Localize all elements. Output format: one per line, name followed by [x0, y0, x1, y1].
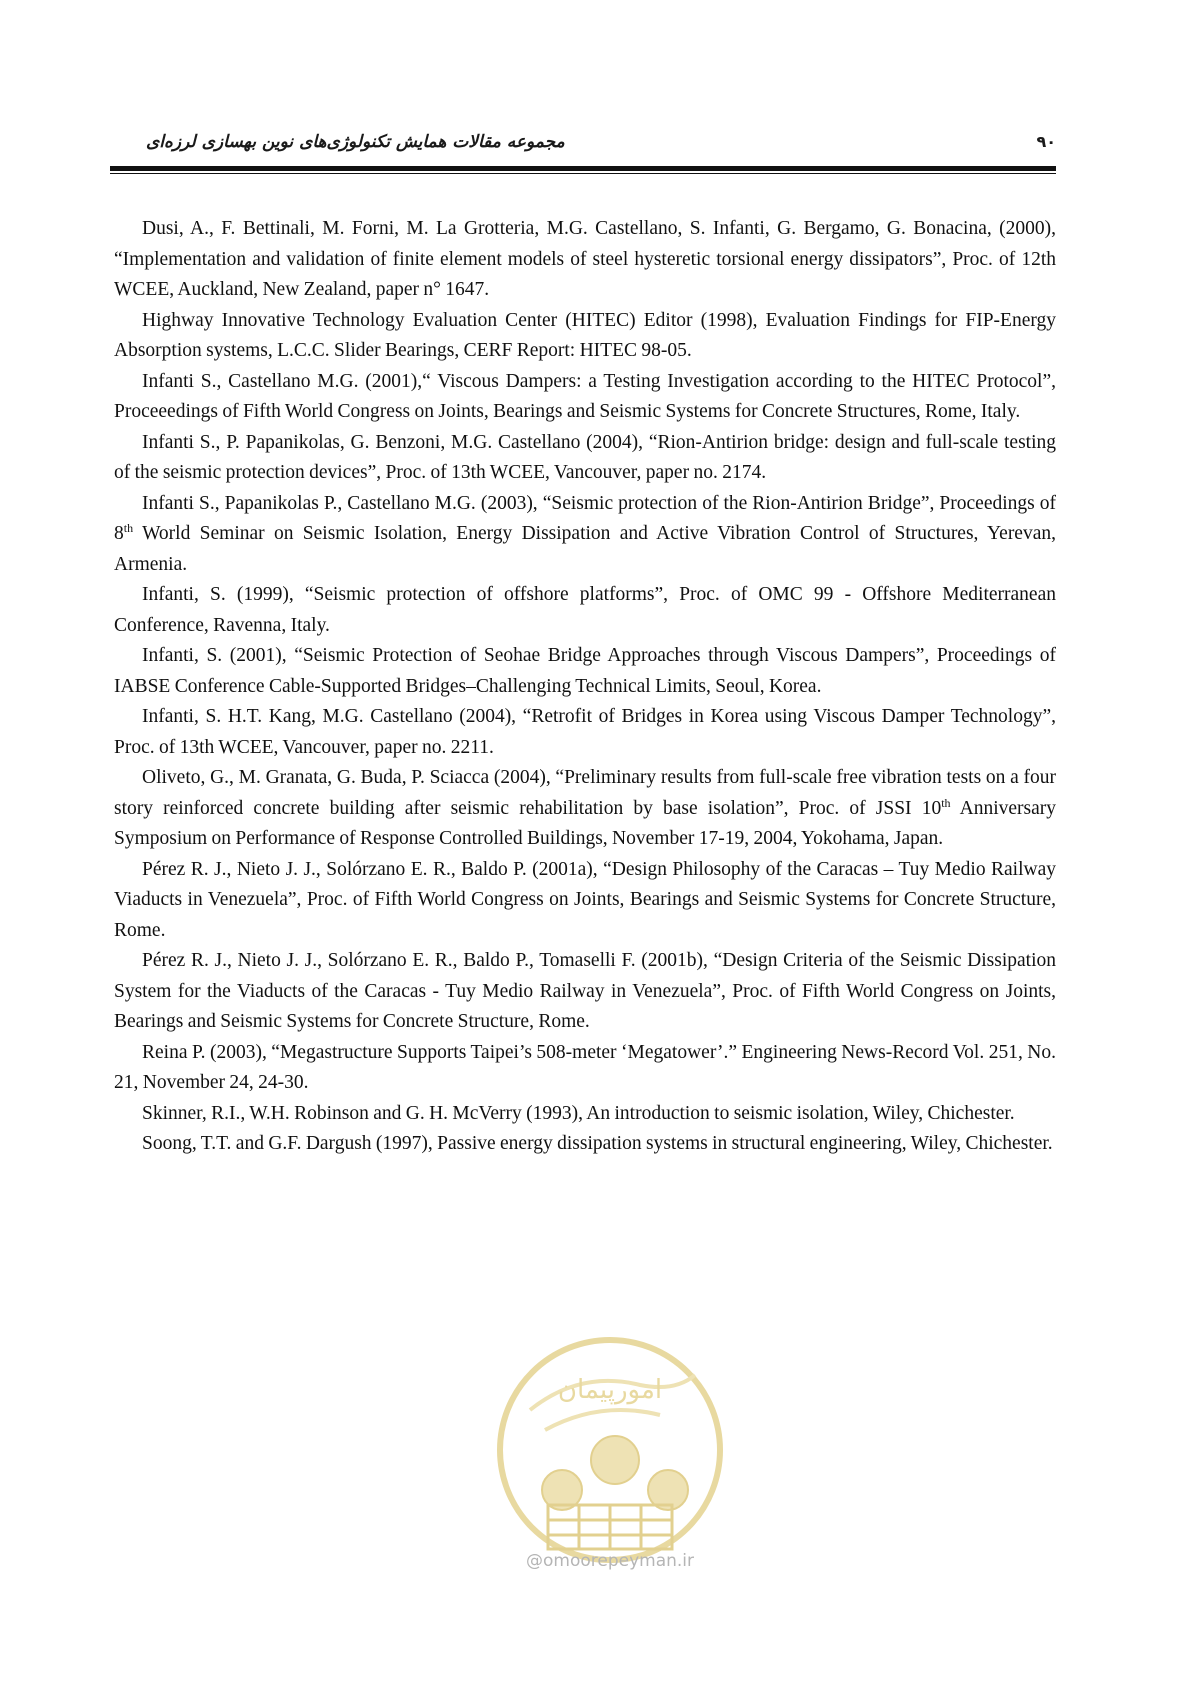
reference-item: Highway Innovative Technology Evaluation Center (HITEC) Editor (1998), Evaluation Findings for FIP-Energy Absorption systems, L.C.C. Slider Bearings, CERF Report: HITEC 98-05. — [114, 309, 1056, 361]
reference-item: Pérez R. J., Nieto J. J., Solórzano E. R., Baldo P., Tomaselli F. (2001b), “Design Criteria of the Seismic Dissipation System for the Viaducts of the Caracas - Tuy Medio Railway in Venezuela”, Proc. of Fifth World Congress on Joints, Bearings and Seismic Systems for Concrete Structure, Rome. — [114, 950, 1056, 1032]
reference-item: Skinner, R.I., W.H. Robinson and G. H. McVerry (1993), An introduction to seismic isolation, Wiley, Chichester. — [142, 1102, 1015, 1124]
page-header — [110, 128, 1056, 174]
reference-item: Reina P. (2003), “Megastructure Supports Taipei’s 508-meter ‘Megatower’.” Engineering News-Record Vol. 251, No. 21, November 24, 24-30. — [114, 1041, 1056, 1093]
running-title: مجموعه مقالات همایش تکنولوژی‌های نوین بهسازی لرزه‌ای — [146, 132, 565, 152]
watermark-calligraphy-stroke — [545, 1410, 660, 1430]
reference-list — [114, 214, 1056, 1160]
gear-icon — [591, 1436, 639, 1484]
reference-item: Oliveto, G., M. Granata, G. Buda, P. Sciacca (2004), “Preliminary results from full-scale free vibration tests on a four story reinforced concrete building after seismic rehabilitation by base isolation”, Proc. of JSSI 10th Anniversary Symposium on Performance of Response Controlled Buildings, November 17-19, 2004, Yokohama, Japan. — [114, 767, 1057, 849]
watermark-url: @omoorepeyman.ir — [525, 1551, 695, 1571]
reference-item: Infanti S., Papanikolas P., Castellano M.G. (2003), “Seismic protection of the Rion-Antirion Bridge”, Proceedings of 8th World Seminar on Seismic Isolation, Energy Dissipation and Active Vibration Control of Structures, Yerevan, Armenia. — [114, 492, 1056, 575]
reference-item: Infanti, S. (1999), “Seismic protection of offshore platforms”, Proc. of OMC 99 - Offshore Mediterranean Conference, Ravenna, Italy. — [114, 584, 1056, 636]
reference-item: Infanti, S. (2001), “Seismic Protection of Seohae Bridge Approaches through Viscous Dampers”, Proceedings of IABSE Conference Cable-Supported Bridges–Challenging Technical Limits, Seoul, Korea. — [114, 645, 1056, 697]
page-number: ۹۰ — [1036, 132, 1056, 151]
reference-item: Infanti S., P. Papanikolas, G. Benzoni, M.G. Castellano (2004), “Rion-Antirion bridge: design and full-scale testing of the seismic protection devices”, Proc. of 13th WCEE, Vancouver, paper no. 2174. — [114, 431, 1056, 483]
header-rule-thin — [110, 173, 1056, 174]
watermark-logo-text: امورپیمان — [557, 1375, 663, 1405]
watermark-logo — [490, 1330, 730, 1570]
reference-item: Pérez R. J., Nieto J. J., Solórzano E. R., Baldo P. (2001a), “Design Philosophy of the Caracas – Tuy Medio Railway Viaducts in Venezuela”, Proc. of Fifth World Congress on Joints, Bearings and Seismic Systems for Concrete Structure, Rome. — [114, 858, 1056, 941]
reference-item: Infanti S., Castellano M.G. (2001),“ Viscous Dampers: a Testing Investigation according to the HITEC Protocol”, Proceeedings of Fifth World Congress on Joints, Bearings and Seismic Systems for Concrete Structures, Rome, Italy. — [114, 370, 1056, 422]
header-rule-thick — [110, 166, 1056, 171]
reference-item: Infanti, S. H.T. Kang, M.G. Castellano (2004), “Retrofit of Bridges in Korea using Viscous Damper Technology”, Proc. of 13th WCEE, Vancouver, paper no. 2211. — [114, 706, 1056, 758]
reference-item: Soong, T.T. and G.F. Dargush (1997), Passive energy dissipation systems in structural engineering, Wiley, Chichester. — [142, 1133, 1053, 1154]
reference-item: Dusi, A., F. Bettinali, M. Forni, M. La Grotteria, M.G. Castellano, S. Infanti, G. Bergamo, G. Bonacina, (2000), “Implementation and validation of finite element models of steel hysteretic torsional energy dissipators”, Proc. of 12th WCEE, Auckland, New Zealand, paper n° 1647. — [114, 218, 1056, 300]
